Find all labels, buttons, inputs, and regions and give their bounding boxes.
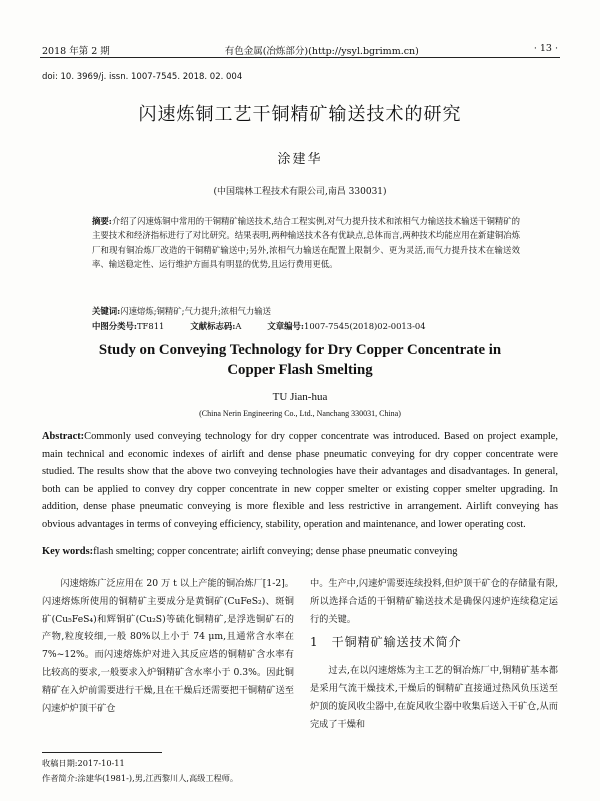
section-heading-1: 1 干铜精矿输送技术简介 <box>310 635 462 650</box>
english-keywords-label: Key words: <box>42 546 94 557</box>
body-right-column <box>310 575 558 733</box>
chinese-keywords-label: 关键词: <box>92 306 121 316</box>
english-affiliation: (China Nerin Engineering Co., Ltd., Nanchang 330031, China) <box>199 409 401 418</box>
english-abstract-text: Commonly used conveying technology for dry copper concentrate was introduced. Based on project example, main technical and economic indexes of airlift and dense phase pneumatic conveying for dry copper concentrate were studied. The results show that the above two conveying technologies have their advantages and disadvantages. In general, both can be applied to convey dry copper concentrate in new copper smelter or existing copper smelter upgrading. In addition, dense phase pneumatic conveying is more flexible and less restrictive in arrangement. Airlift conveying has obvious advantages in terms of conveying efficiency, stability, operation and maintenance, and lower operating cost. <box>42 431 558 530</box>
english-keywords <box>42 546 558 557</box>
intro-paragraph: 闪速熔炼广泛应用在 20 万 t 以上产能的铜冶炼厂[1-2]。闪速熔炼所使用的铜精矿主要成分是黄铜矿(CuFeS₂)、斑铜矿(Cu₅FeS₄)和辉铜矿(Cu₂S)等硫化铜精矿,是浮选铜矿石的产物,粒度较细,一般 80%以上小于 74 μm,且通常含水率在 7%~12%。而闪速熔炼炉对进入其反应塔的铜精矿含水率有比较高的要求,一般要求入炉铜精矿含水率小于 0.3%。因此铜精矿在入炉前需要进行干燥,且在干燥后还需要把干铜精矿送至闪速炉炉顶干矿仓 <box>42 578 294 714</box>
chinese-abstract-label: 摘要: <box>92 216 112 226</box>
document-code: 文献标志码:A <box>190 321 242 331</box>
header-rule <box>40 57 560 58</box>
chinese-title: 闪速炼铜工艺干铜精矿输送技术的研究 <box>138 104 462 125</box>
body-left-column <box>42 575 294 717</box>
page-number: · 13 · <box>533 43 558 54</box>
section-1-paragraph: 过去,在以闪速熔炼为主工艺的铜冶炼厂中,铜精矿基本都是采用气流干燥技术,干燥后的铜精矿直接通过热风负压送至炉顶的旋风收尘器中,在旋风收尘器中收集后送入干矿仓,从而完成了干燥和 <box>310 665 558 730</box>
chinese-author: 涂建华 <box>277 152 323 167</box>
received-date: 收稿日期:2017-10-11 <box>42 758 125 768</box>
english-keywords-text: flash smelting; copper concentrate; airlift conveying; dense phase pneumatic conveying <box>93 546 458 557</box>
english-title-line1: Study on Conveying Technology for Dry Copper Concentrate in <box>98 342 502 358</box>
english-abstract-label: Abstract: <box>42 431 85 442</box>
chinese-keywords-text: 闪速熔炼;铜精矿;气力提升;浓相气力输送 <box>120 306 272 316</box>
english-title-line2: Copper Flash Smelting <box>227 362 373 378</box>
running-header <box>42 43 558 57</box>
article-number: 文章编号:1007-7545(2018)02-0013-04 <box>267 321 426 331</box>
doi[interactable]: doi: 10. 3969/j. issn. 1007-7545. 2018. 02. 004 <box>42 72 243 82</box>
classification-line <box>92 320 520 332</box>
footnote-rule <box>42 752 162 753</box>
english-title <box>0 340 600 380</box>
chinese-affiliation: (中国瑞林工程技术有限公司,南昌 330031) <box>213 187 387 197</box>
intro-continuation: 中。生产中,闪速炉需要连续投料,但炉顶干矿仓的存储量有限,所以选择合适的干铜精矿输送技术是确保闪速炉连续稳定运行的关键。 <box>310 578 558 625</box>
english-abstract <box>42 428 558 534</box>
chinese-abstract <box>92 214 520 271</box>
clc-number: 中图分类号:TF811 <box>92 321 165 331</box>
english-author: TU Jian-hua <box>272 391 328 403</box>
issue-label: 2018 年第 2 期 <box>42 46 110 57</box>
author-bio: 作者简介:涂建华(1981-),男,江西黎川人,高级工程师。 <box>42 773 239 783</box>
journal-label[interactable]: 有色金属(冶炼部分)(http://ysyl.bgrimm.cn) <box>224 46 419 57</box>
chinese-abstract-text: 介绍了闪速炼铜中常用的干铜精矿输送技术,结合工程实例,对气力提升技术和浓相气力输送技术输送干铜精矿的主要技术和经济指标进行了对比研究。结果表明,两种输送技术各有优缺点,总体而言,两种技术均能应用在新建铜冶炼厂和现有铜冶炼厂改造的干铜精矿输送中;另外,浓相气力输送在配置上限制少、更为灵活,而气力提升技术在输送效率、输送稳定性、运行维护方面具有明显的优势,且运行费用更低。 <box>92 216 520 269</box>
chinese-keywords <box>92 305 520 317</box>
